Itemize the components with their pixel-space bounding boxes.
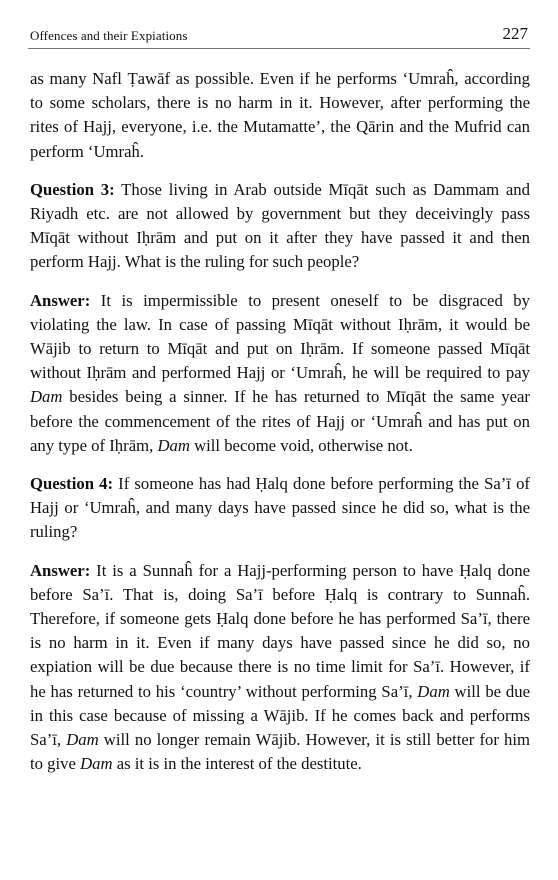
paragraph-text: If someone has had Ḥalq done before performing the Sa’ī of Hajj or ‘Umraĥ, and many days have passed since he did so, what is the ruling? bbox=[30, 474, 530, 542]
question-3 bbox=[30, 178, 530, 275]
header-rule bbox=[28, 48, 530, 49]
paragraph-text: as it is in the interest of the destitute. bbox=[112, 754, 362, 774]
answer-4 bbox=[30, 559, 530, 777]
paragraph-text: It is a Sunnaĥ for a Hajj-performing person to have Ḥalq done before Sa’ī. That is, doing Sa’ī before Ḥalq is contrary to Sunnaĥ. Therefore, if someone gets Ḥalq done before he has performed Sa’ī, there is no harm in it. Even if many days have passed since he did so, no expiation will be due because there is no time limit for Sa’ī. However, if he has returned to his ‘country’ without performing Sa’ī, bbox=[30, 560, 530, 701]
italic-term: Dam bbox=[157, 435, 190, 455]
running-head: Offences and their Expiations bbox=[30, 28, 188, 43]
italic-term: Dam bbox=[417, 681, 450, 701]
paragraph-text: as many Nafl Ṭawāf as possible. Even if he performs ‘Umraĥ, according to some scholars, there is no harm in it. However, after performing the rites of Hajj, everyone, i.e. the Mutamatte’, the Qārin and the Mufrid can perform ‘Umraĥ. bbox=[30, 69, 530, 161]
italic-term: Dam bbox=[66, 730, 99, 750]
italic-term: Dam bbox=[30, 387, 63, 407]
page-number: 227 bbox=[502, 24, 528, 43]
paragraph-text: besides being a sinner. If he has returned to Mīqāt the same year before the commencement of the rites of Hajj or ‘Umraĥ and has put on any type of Iḥrām, bbox=[30, 387, 530, 455]
paragraph-text: Those living in Arab outside Mīqāt such as Dammam and Riyadh etc. are not allowed by government but they deceivingly pass Mīqāt without Iḥrām and put on it after they have passed it and then perform Hajj. What is the ruling for such people? bbox=[30, 179, 530, 272]
paragraph-label: Answer: bbox=[30, 290, 91, 310]
italic-term: Dam bbox=[80, 754, 113, 774]
answer-3 bbox=[30, 289, 530, 458]
paragraph-text: It is impermissible to present oneself to be disgraced by violating the law. In case of passing Mīqāt without Iḥrām, it would be Wājib to return to Mīqāt and put on Iḥrām. If someone passed Mīqāt without Iḥrām and performed Hajj or ‘Umraĥ, he will be required to pay bbox=[30, 290, 530, 383]
paragraph-text: will be due in this case because of missing a Wājib. If he comes back and performs Sa’ī, bbox=[30, 681, 530, 750]
question-4 bbox=[30, 472, 530, 545]
paragraph-label: Question 3: bbox=[30, 179, 115, 199]
paragraph-label: Question 4: bbox=[30, 474, 114, 494]
paragraph-text: will become void, otherwise not. bbox=[189, 435, 413, 455]
paragraph-text: will no longer remain Wājib. However, it is still better for him to give bbox=[30, 730, 530, 774]
page-header bbox=[30, 20, 528, 44]
paragraph-continued bbox=[30, 67, 530, 164]
page-body bbox=[30, 67, 530, 790]
paragraph-label: Answer: bbox=[30, 560, 91, 580]
